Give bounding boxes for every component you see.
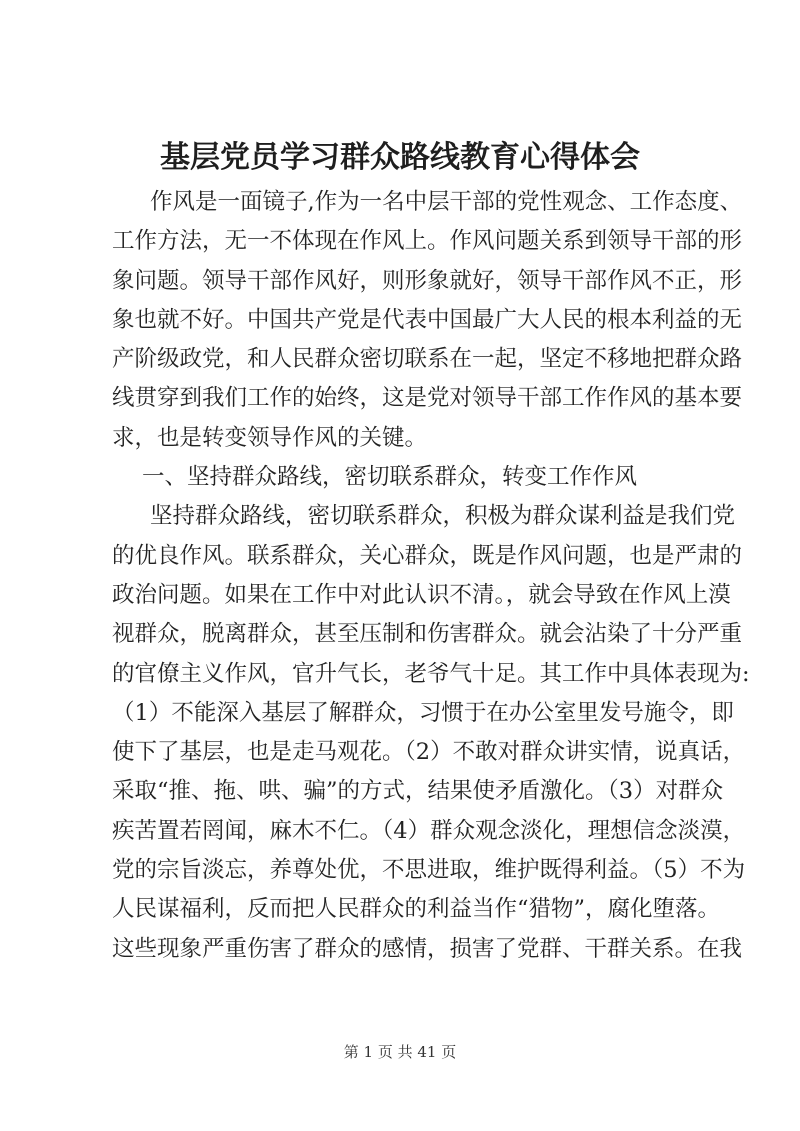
- paragraph-line: 作风是一面镜子,作为一名中层干部的党性观念、工作态度、: [150, 189, 743, 215]
- paragraph-line: 产阶级政党，和人民群众密切联系在一起，坚定不移地把群众路: [112, 346, 743, 373]
- paragraph-line: 政治问题。如果在工作中对此认识不清。，就会导致在作风上漠: [112, 581, 731, 608]
- paragraph-line: 的优良作风。联系群众，关心群众，既是作风问题，也是严肃的: [112, 542, 743, 569]
- paragraph-line: 采取“推、拖、哄、骗”的方式，结果使矛盾激化。（3）对群众: [112, 778, 724, 805]
- section-heading: 一、坚持群众路线，密切联系群众，转变工作作风: [142, 464, 638, 491]
- page-number-footer: 第 1 页 共 41 页: [343, 1043, 457, 1061]
- paragraph-line: 线贯穿到我们工作的始终，这是党对领导干部工作作风的基本要: [112, 385, 743, 412]
- paragraph-line: 人民谋福利，反而把人民群众的利益当作“猎物”，腐化堕落。: [112, 896, 721, 923]
- paragraph-line: 党的宗旨淡忘，养尊处优，不思进取，维护既得利益。（5）不为: [112, 857, 746, 884]
- paragraph-line: 象问题。领导干部作风好，则形象就好，领导干部作风不正，形: [112, 267, 743, 294]
- paragraph-line: 这些现象严重伤害了群众的感情，损害了党群、干群关系。在我: [112, 935, 743, 962]
- paragraph-line: （1）不能深入基层了解群众，习惯于在办公室里发号施令，即: [112, 699, 734, 726]
- paragraph-line: 使下了基层，也是走马观花。（2）不敢对群众讲实情，说真话，: [112, 739, 746, 766]
- paragraph-line: 的官僚主义作风，官升气长，老爷气十足。其工作中具体表现为:: [112, 660, 750, 687]
- paragraph-line: 求，也是转变领导作风的关键。: [112, 424, 428, 451]
- paragraph-line: 象也就不好。中国共产党是代表中国最广大人民的根本利益的无: [112, 306, 743, 333]
- paragraph-line: 疾苦置若罔闻，麻木不仁。（4）群众观念淡化，理想信念淡漠，: [112, 817, 746, 844]
- document-title: 基层党员学习群众路线教育心得体会: [160, 140, 640, 175]
- paragraph-line: 坚持群众路线，密切联系群众，积极为群众谋利益是我们党: [150, 503, 736, 530]
- document-body: [112, 183, 750, 969]
- paragraph-line: 工作方法，无一不体现在作风上。作风问题关系到领导干部的形: [112, 228, 743, 255]
- paragraph-line: 视群众，脱离群众，甚至压制和伤害群众。就会沾染了十分严重: [112, 621, 743, 648]
